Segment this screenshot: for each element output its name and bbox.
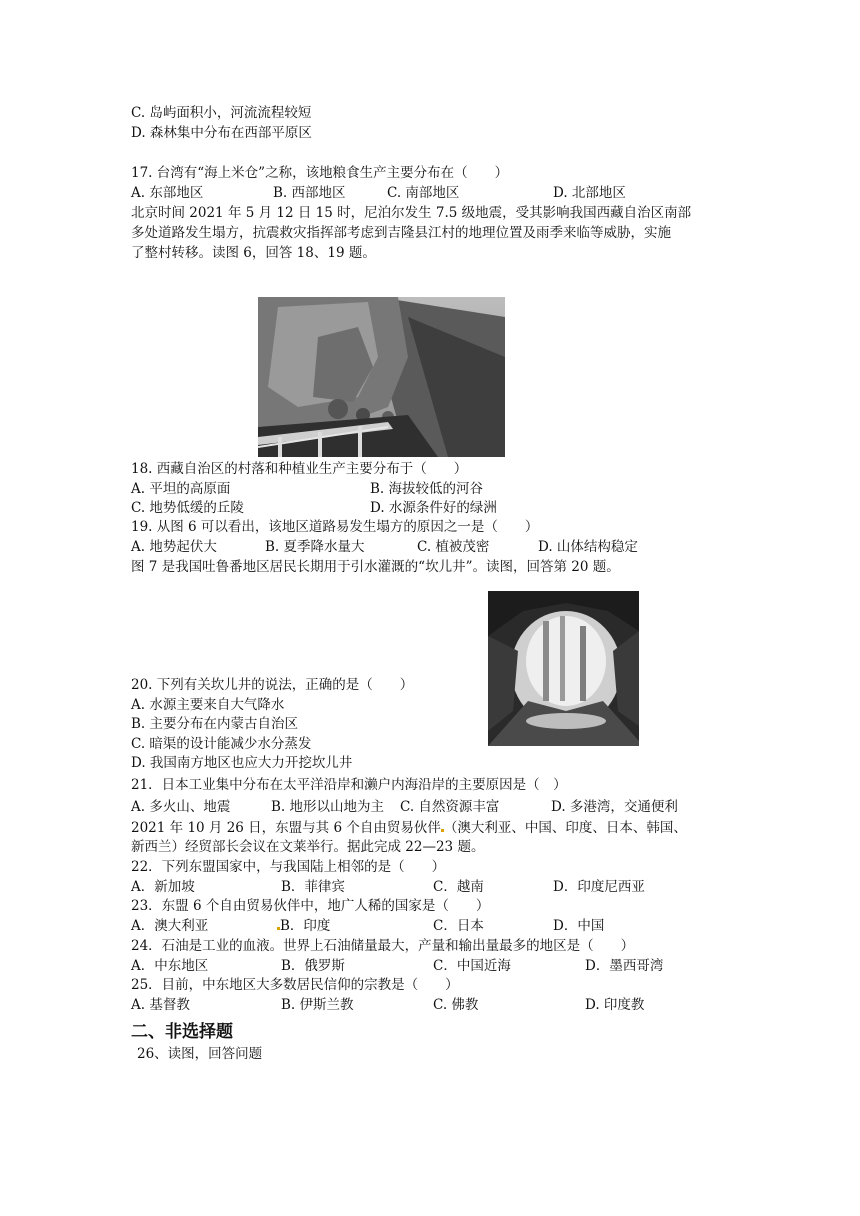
q25-option-c: C. 佛教 xyxy=(433,997,479,1013)
q19-option-b: B. 夏季降水量大 xyxy=(265,539,365,555)
section-heading-non-choice: 二、非选择题 xyxy=(131,1022,233,1042)
q19-option-a: A. 地势起伏大 xyxy=(131,539,217,555)
q18-option-d: D. 水源条件好的绿洲 xyxy=(370,500,497,516)
q19-option-d: D. 山体结构稳定 xyxy=(538,539,638,555)
q24-option-b: B．俄罗斯 xyxy=(281,958,345,974)
passage-asean-2: 新西兰）经贸部长会议在文莱举行。据此完成 22—23 题。 xyxy=(131,839,485,855)
q22-option-c: C．越南 xyxy=(433,879,484,895)
q23-option-d: D．中国 xyxy=(553,918,605,934)
q17-option-c: C. 南部地区 xyxy=(387,185,460,201)
q20-option-d: D. 我国南方地区也应大力开挖坎儿井 xyxy=(131,755,353,771)
q23-option-b-wrap xyxy=(277,917,330,935)
figure-7-intro: 图 7 是我国吐鲁番地区居民长期用于引水灌溉的“坎儿井”。读图，回答第 20 题。 xyxy=(131,559,620,575)
q22-option-b: B．菲律宾 xyxy=(281,879,345,895)
karez-tunnel-photo xyxy=(488,591,639,746)
q24-option-d: D．墨西哥湾 xyxy=(585,958,664,974)
q21-option-c: C. 自然资源丰富 xyxy=(400,799,500,815)
passage-line-2: 多处道路发生塌方，抗震救灾指挥部考虑到吉隆县江村的地理位置及雨季来临等威胁，实施 xyxy=(131,225,671,241)
q25-option-a: A. 基督教 xyxy=(131,997,190,1013)
q21-option-a: A. 多火山、地震 xyxy=(131,799,231,815)
q21-option-d: D. 多港湾，交通便利 xyxy=(551,799,678,815)
q25-option-d: D. 印度教 xyxy=(585,997,645,1013)
q17-option-d: D. 北部地区 xyxy=(553,185,626,201)
q17-option-a: A. 东部地区 xyxy=(131,185,204,201)
q18-option-a: A. 平坦的高原面 xyxy=(131,481,231,497)
question-23: 23．东盟 6 个自由贸易伙伴中，地广人稀的国家是（ ） xyxy=(131,898,490,914)
q22-option-d: D．印度尼西亚 xyxy=(553,879,645,895)
q18-option-c: C. 地势低缓的丘陵 xyxy=(131,500,244,516)
q21-option-b: B. 地形以山地为主 xyxy=(271,799,385,815)
q23-option-b: B．印度 xyxy=(280,918,331,934)
q25-option-b: B. 伊斯兰教 xyxy=(281,997,354,1013)
q19-option-c: C. 植被茂密 xyxy=(417,539,490,555)
question-17: 17. 台湾有“海上米仓”之称，该地粮食生产主要分布在（ ） xyxy=(131,165,509,181)
question-22: 22．下列东盟国家中，与我国陆上相邻的是（ ） xyxy=(131,859,446,875)
q18-option-b: B. 海拔较低的河谷 xyxy=(370,481,484,497)
q24-option-a: A．中东地区 xyxy=(131,958,209,974)
passage-asean-1b: （澳大利亚、中国、印度、日本、韩国、 xyxy=(443,820,687,836)
question-19: 19. 从图 6 可以看出，该地区道路易发生塌方的原因之一是（ ） xyxy=(131,519,539,535)
q20-option-c: C. 暗渠的设计能减少水分蒸发 xyxy=(131,736,312,752)
q17-option-b: B. 西部地区 xyxy=(273,185,346,201)
passage-line-1: 北京时间 2021 年 5 月 12 日 15 时，尼泊尔发生 7.5 级地震，受其影响我国西藏自治区南部 xyxy=(131,205,692,221)
question-26: 26、读图，回答问题 xyxy=(137,1046,263,1062)
question-25: 25．目前，中东地区大多数居民信仰的宗教是（ ） xyxy=(131,977,459,993)
q20-option-a: A. 水源主要来自大气降水 xyxy=(131,697,285,713)
q23-option-c: C．日本 xyxy=(433,918,484,934)
question-20: 20. 下列有关坎儿井的说法，正确的是（ ） xyxy=(131,677,414,693)
question-21: 21．日本工业集中分布在太平洋沿岸和濑户内海沿岸的主要原因是（ ） xyxy=(131,777,567,793)
q24-option-c: C．中国近海 xyxy=(433,958,511,974)
option-d-line: D. 森林集中分布在西部平原区 xyxy=(131,125,312,141)
passage-asean-1a: 2021 年 10 月 26 日，东盟与其 6 个自由贸易伙伴 xyxy=(131,820,441,836)
q20-option-b: B. 主要分布在内蒙古自治区 xyxy=(131,716,299,732)
passage-asean-1 xyxy=(131,819,687,837)
passage-line-3: 了整村转移。读图 6，回答 18、19 题。 xyxy=(131,245,376,261)
q23-option-a: A．澳大利亚 xyxy=(131,918,209,934)
question-24: 24．石油是工业的血液。世界上石油储量最大，产量和输出量最多的地区是（ ） xyxy=(131,938,635,954)
option-c-line: C. 岛屿面积小，河流流程较短 xyxy=(131,105,312,121)
q22-option-a: A．新加坡 xyxy=(131,879,195,895)
landslide-photo xyxy=(258,297,505,457)
question-18: 18. 西藏自治区的村落和种植业生产主要分布于（ ） xyxy=(131,461,468,477)
